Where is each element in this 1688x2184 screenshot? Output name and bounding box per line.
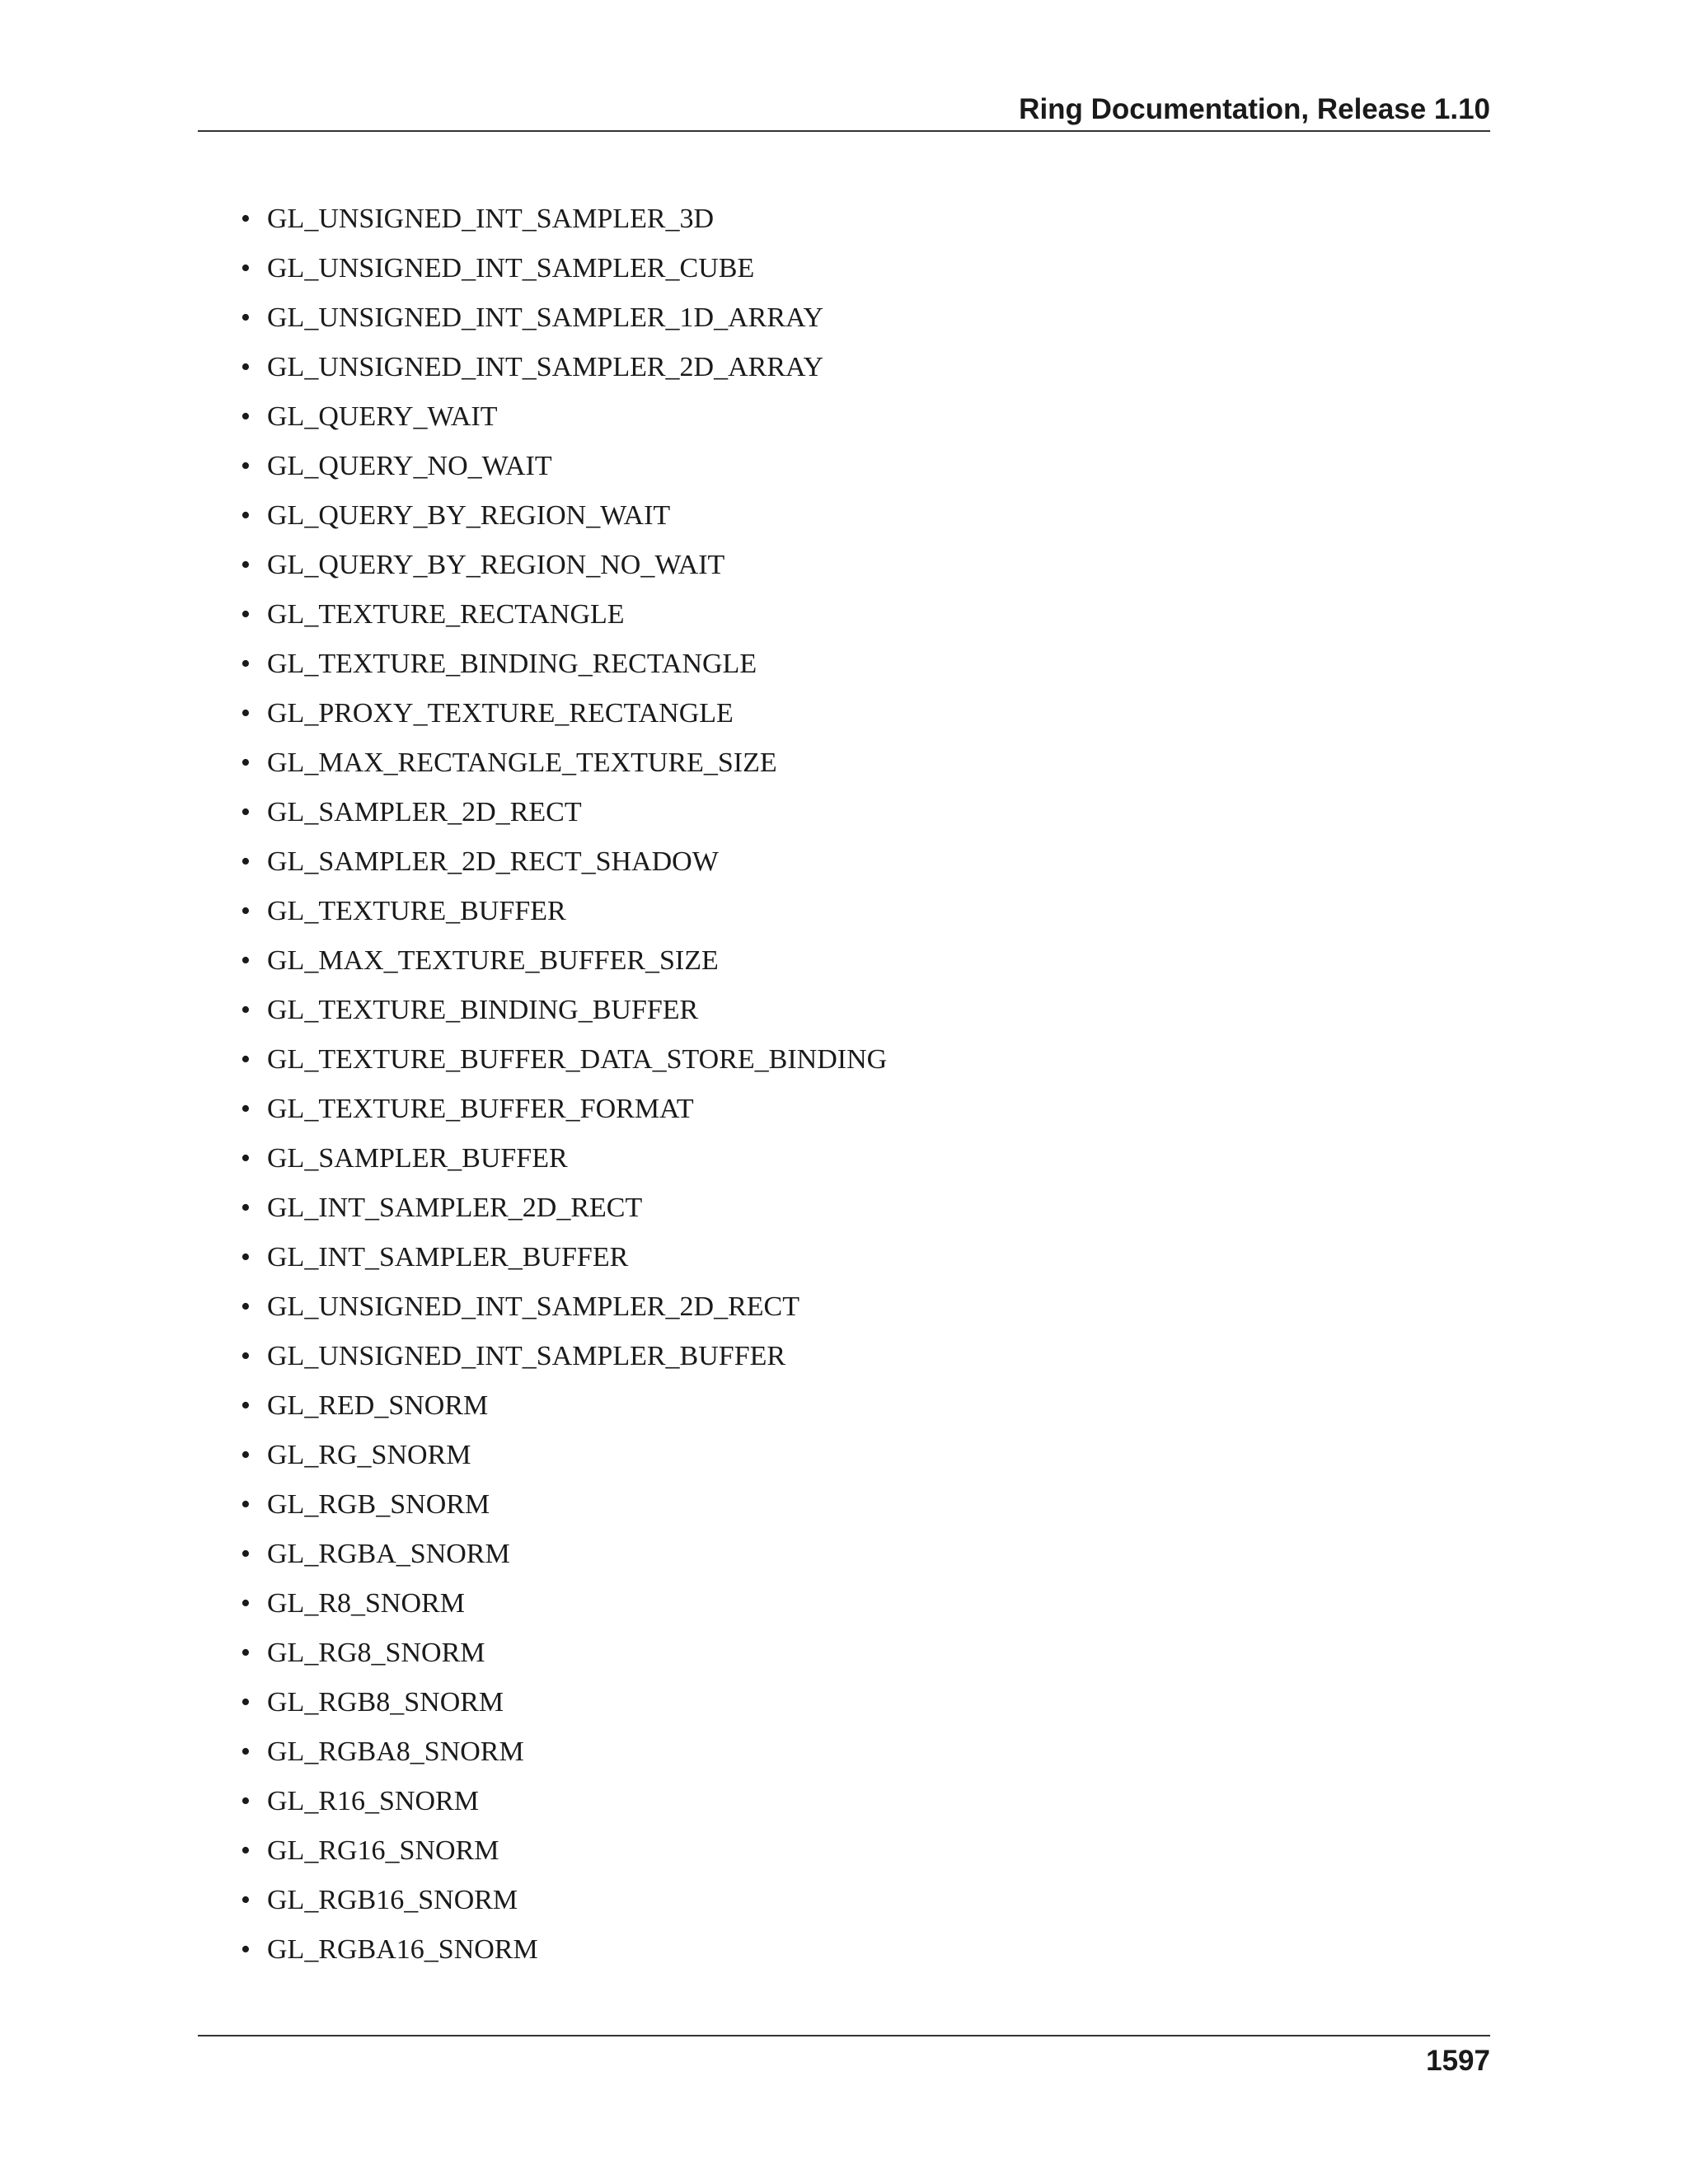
list-item: • GL_UNSIGNED_INT_SAMPLER_1D_ARRAY (241, 293, 887, 343)
list-item: • GL_SAMPLER_2D_RECT (241, 788, 887, 837)
list-item: • GL_RG_SNORM (241, 1431, 887, 1480)
list-item: • GL_RG8_SNORM (241, 1629, 887, 1678)
list-item: • GL_TEXTURE_RECTANGLE (241, 590, 887, 640)
list-item: • GL_SAMPLER_BUFFER (241, 1134, 887, 1183)
list-item: • GL_UNSIGNED_INT_SAMPLER_3D (241, 194, 887, 244)
list-item: • GL_INT_SAMPLER_2D_RECT (241, 1183, 887, 1233)
list-item: • GL_UNSIGNED_INT_SAMPLER_CUBE (241, 244, 887, 293)
list-item: • GL_RGB16_SNORM (241, 1876, 887, 1925)
list-item: • GL_MAX_RECTANGLE_TEXTURE_SIZE (241, 738, 887, 788)
page-number: 1597 (1426, 2045, 1490, 2077)
list-item: • GL_RGB_SNORM (241, 1480, 887, 1530)
list-item: • GL_INT_SAMPLER_BUFFER (241, 1233, 887, 1282)
list-item: • GL_RGB8_SNORM (241, 1678, 887, 1727)
list-item: • GL_SAMPLER_2D_RECT_SHADOW (241, 837, 887, 887)
list-item: • GL_QUERY_WAIT (241, 392, 887, 442)
list-item: • GL_RGBA8_SNORM (241, 1727, 887, 1777)
list-item: • GL_TEXTURE_BUFFER_FORMAT (241, 1085, 887, 1134)
list-item: • GL_TEXTURE_BINDING_RECTANGLE (241, 640, 887, 689)
list-item: • GL_RED_SNORM (241, 1381, 887, 1431)
list-item: • GL_QUERY_BY_REGION_WAIT (241, 491, 887, 541)
list-item: • GL_UNSIGNED_INT_SAMPLER_2D_ARRAY (241, 343, 887, 392)
list-item: • GL_UNSIGNED_INT_SAMPLER_2D_RECT (241, 1282, 887, 1332)
header-rule (198, 130, 1490, 132)
list-item: • GL_RG16_SNORM (241, 1826, 887, 1876)
list-item: • GL_R16_SNORM (241, 1777, 887, 1826)
constant-list (241, 194, 887, 1975)
list-item: • GL_TEXTURE_BUFFER_DATA_STORE_BINDING (241, 1035, 887, 1085)
footer-rule (198, 2035, 1490, 2036)
list-item: • GL_QUERY_NO_WAIT (241, 442, 887, 491)
running-header: Ring Documentation, Release 1.10 (1019, 93, 1490, 125)
list-item: • GL_RGBA_SNORM (241, 1530, 887, 1579)
list-item: • GL_R8_SNORM (241, 1579, 887, 1629)
list-item: • GL_QUERY_BY_REGION_NO_WAIT (241, 541, 887, 590)
list-item: • GL_MAX_TEXTURE_BUFFER_SIZE (241, 936, 887, 986)
list-item: • GL_RGBA16_SNORM (241, 1925, 887, 1975)
list-item: • GL_TEXTURE_BINDING_BUFFER (241, 986, 887, 1035)
list-item: • GL_UNSIGNED_INT_SAMPLER_BUFFER (241, 1332, 887, 1381)
list-item: • GL_TEXTURE_BUFFER (241, 887, 887, 936)
list-item: • GL_PROXY_TEXTURE_RECTANGLE (241, 689, 887, 738)
